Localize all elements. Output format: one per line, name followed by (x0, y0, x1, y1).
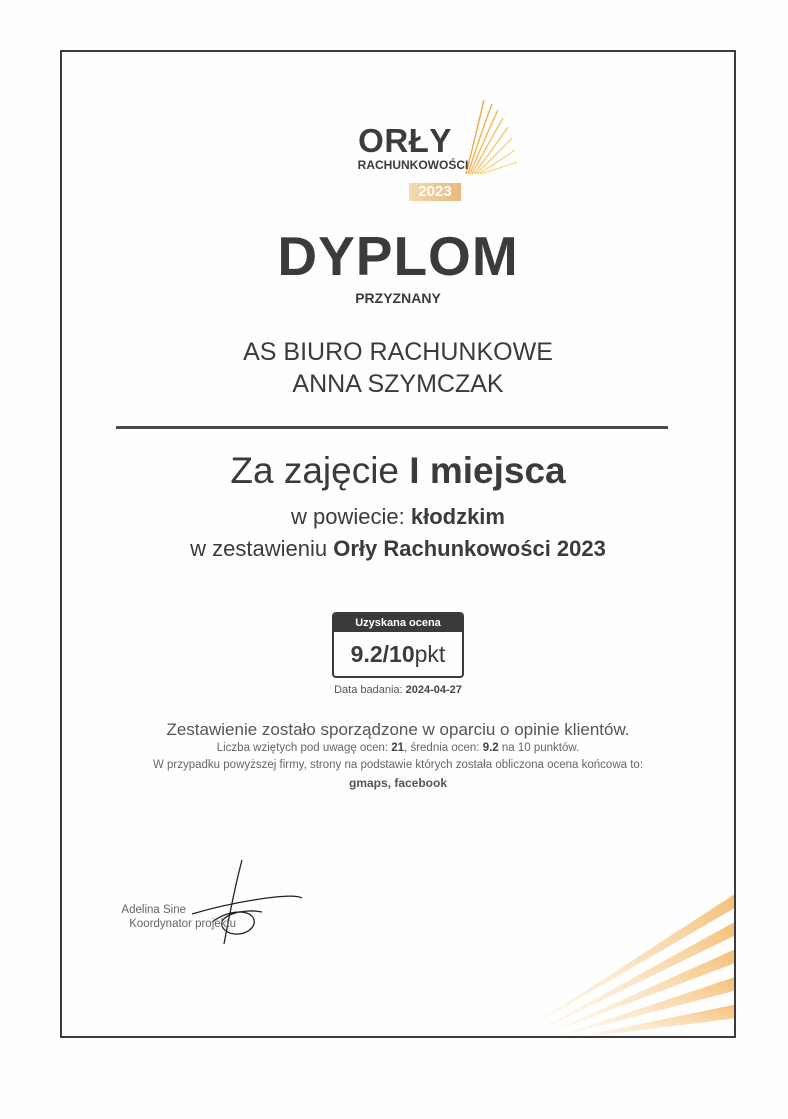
avg-prefix: , średnia ocen: (404, 742, 483, 754)
basis-note: Zestawienie zostało sporządzone w oparciu o opinie klientów. (166, 720, 630, 739)
county-line (62, 504, 734, 530)
diploma-heading: DYPLOM (277, 225, 519, 287)
signature-scribble (172, 852, 312, 952)
county-prefix: w powiecie: (291, 504, 411, 529)
avg-value: 9.2 (482, 742, 499, 754)
recipient-company: AS BIURO RACHUNKOWE (243, 338, 553, 366)
ranking-prefix: w zestawieniu (190, 536, 334, 561)
count-note (62, 742, 734, 754)
signer-role: Koordynator projektu (129, 918, 236, 930)
sources-note: W przypadku powyższej firmy, strony na podstawie których została obliczona ocena końcowa to: (152, 759, 644, 771)
ranking-value: Orły Rachunkowości 2023 (333, 536, 606, 561)
score-value-line (334, 641, 462, 668)
ranking-line (62, 536, 734, 562)
score-unit: pkt (414, 641, 446, 667)
signer-name: Adelina Sine (121, 904, 186, 916)
logo-brand (62, 124, 734, 172)
test-date-line (62, 684, 734, 696)
test-date-value: 2024-04-27 (405, 684, 462, 696)
sources-value: gmaps, facebook (348, 776, 448, 790)
recipient-person: ANNA SZYMCZAK (292, 370, 504, 398)
score-box (332, 612, 464, 678)
decorative-rays-icon (482, 882, 736, 1038)
test-date-label: Data badania: (334, 684, 406, 696)
logo-subtitle: RACHUNKOWOŚCI (357, 158, 469, 172)
divider (116, 426, 668, 429)
count-prefix: Liczba wziętych pod uwagę ocen: (216, 742, 392, 754)
score-label: Uzyskana ocena (334, 614, 462, 632)
logo-title: ORŁY (358, 122, 452, 159)
place-prefix: Za zajęcie (230, 450, 410, 491)
logo-year: 2023 (409, 183, 461, 201)
avg-suffix: na 10 punktów. (498, 742, 580, 754)
place-line (62, 450, 734, 492)
granted-label: PRZYZNANY (355, 290, 441, 306)
diploma-frame (60, 50, 736, 1038)
place-value: I miejsca (409, 450, 566, 491)
count-value: 21 (391, 742, 405, 754)
county-value: kłodzkim (410, 504, 505, 529)
score-value: 9.2/10 (350, 641, 415, 667)
